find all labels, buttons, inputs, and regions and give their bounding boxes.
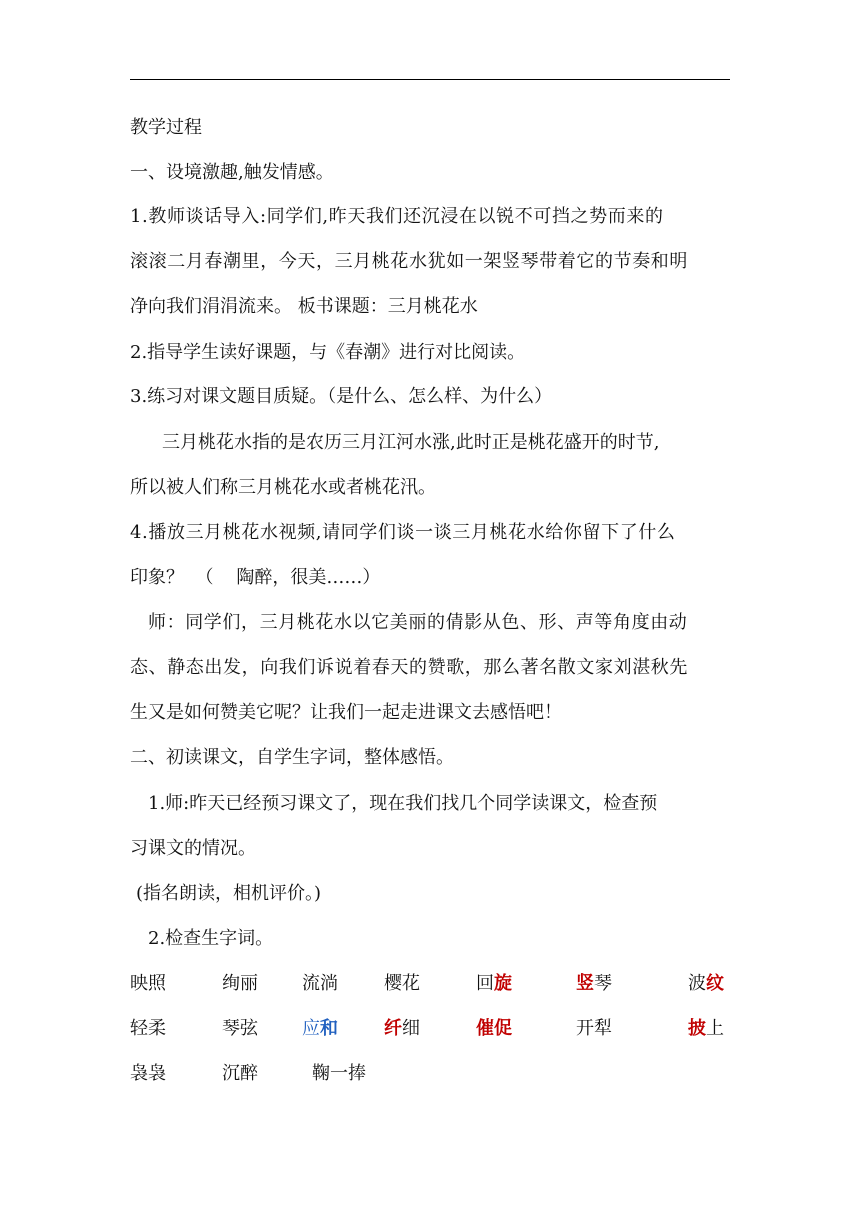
header-rule [130,79,730,80]
vocab-char-highlight: 披 [688,1018,706,1039]
vocab-word: 琴弦 [222,1018,258,1039]
vocab-char: 波 [688,973,706,994]
vocab-char: 细 [402,1018,420,1039]
vocab-word: 流淌 [302,973,338,994]
vocab-word: 袅袅 [130,1063,166,1084]
s2-note: (指名朗读，相机评价。) [136,883,322,904]
s1-teacher-line2: 态、静态出发，向我们诉说着春天的赞歌，那么著名散文家刘湛秋先 [130,657,688,678]
vocab-char: 上 [706,1018,724,1039]
heading: 教学过程 [130,117,202,138]
s2-item1-line2: 习课文的情况。 [130,838,256,859]
vocab-word [576,972,612,996]
s2-item2: 2.检查生字词。 [148,928,274,949]
vocab-char-highlight: 旋 [494,973,512,994]
vocab-char-highlight: 和 [320,1018,338,1039]
vocab-char-highlight: 纤 [384,1018,402,1039]
vocab-word [476,972,512,996]
s1-item4-line2: 印象？ （ 陶醉，很美……） [130,567,381,588]
s1-item1-line1: 1.教师谈话导入:同学们,昨天我们还沉浸在以锐不可挡之势而来的 [130,206,664,227]
s1-teacher-line1: 师：同学们，三月桃花水以它美丽的倩影从色、形、声等角度由动 [148,612,688,633]
vocab-word: 绚丽 [222,973,258,994]
vocab-word [302,1017,338,1041]
vocab-word [688,972,724,996]
vocab-word: 樱花 [384,973,420,994]
s1-item2: 2.指导学生读好课题，与《春潮》进行对比阅读。 [130,342,526,363]
vocab-word: 映照 [130,973,166,994]
s1-item4-line1: 4.播放三月桃花水视频,请同学们谈一谈三月桃花水给你留下了什么 [130,522,676,543]
vocab-char: 琴 [594,973,612,994]
s1-item1-line3: 净向我们涓涓流来。 板书课题：三月桃花水 [130,296,478,317]
vocab-char-highlight: 竖 [576,973,594,994]
section2-title: 二、初读课文，自学生字词，整体感悟。 [130,747,454,768]
vocab-word [688,1017,724,1041]
s1-item3: 3.练习对课文题目质疑。（是什么、怎么样、为什么） [130,386,553,407]
section1-title: 一、设境激趣,触发情感。 [130,162,334,183]
vocab-char: 回 [476,973,494,994]
vocab-word: 开犁 [576,1018,612,1039]
s1-explain-line2: 所以被人们称三月桃花水或者桃花汛。 [130,477,436,498]
s2-item1-line1: 1.师:昨天已经预习课文了，现在我们找几个同学读课文，检查预 [148,793,658,814]
s1-teacher-line3: 生又是如何赞美它呢？让我们一起走进课文去感悟吧！ [130,702,562,723]
vocab-word: 鞠一捧 [312,1063,366,1084]
vocab-word-highlight: 催促 [476,1018,512,1039]
vocab-word: 轻柔 [130,1018,166,1039]
vocab-char-highlight: 纹 [706,973,724,994]
vocab-word [384,1017,420,1041]
s1-explain-line1: 三月桃花水指的是农历三月江河水涨,此时正是桃花盛开的时节, [162,432,660,453]
vocab-char: 应 [302,1018,320,1039]
vocab-word: 沉醉 [222,1063,258,1084]
s1-item1-line2: 滚滚二月春潮里，今天，三月桃花水犹如一架竖琴带着它的节奏和明 [130,251,688,272]
